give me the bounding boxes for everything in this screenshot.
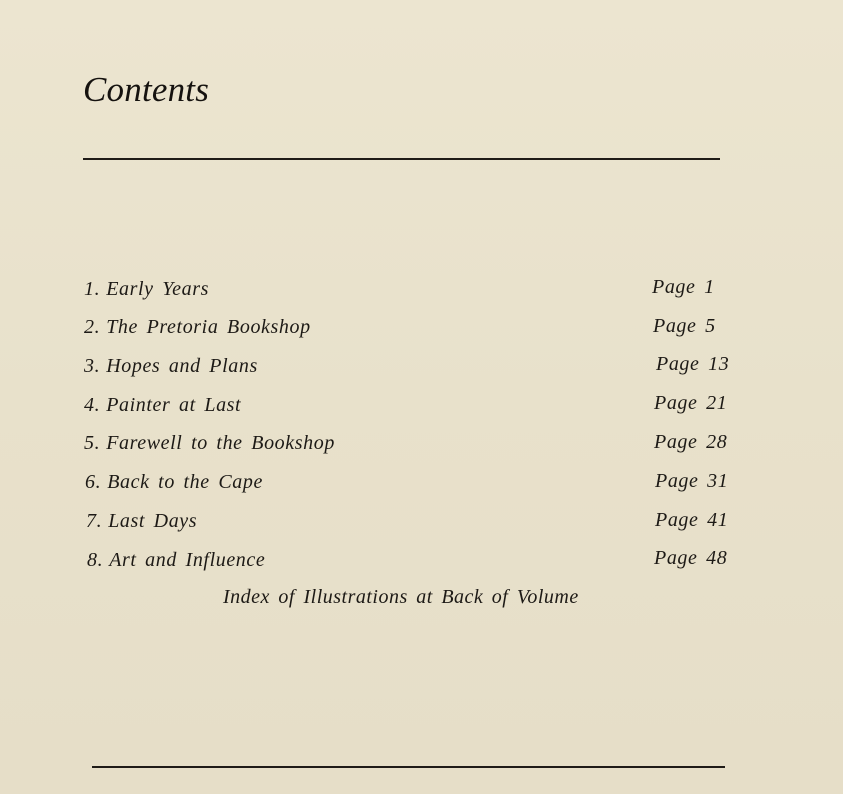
toc-entry-6 [85,471,263,501]
bottom-divider [92,766,725,768]
toc-entry-page-6: Page 31 [655,470,729,492]
top-divider [83,158,720,160]
toc-entry-number: 7. [86,510,103,532]
toc-entry-5 [84,432,335,462]
toc-entry-page-2: Page 5 [653,315,716,337]
toc-entry-number: 4. [84,394,101,416]
index-note: Index of Illustrations at Back of Volume [223,586,579,608]
toc-entry-label: Art and Influence [109,549,266,571]
toc-entry-page-1: Page 1 [652,276,715,298]
toc-entry-number: 8. [87,549,104,571]
toc-entry-page-5: Page 28 [654,431,728,453]
toc-entry-number: 3. [84,355,101,377]
toc-entry-label: Painter at Last [106,394,242,416]
page-title: Contents [83,70,210,109]
toc-entry-number: 1. [84,278,101,300]
toc-entry-page-8: Page 48 [654,547,728,569]
toc-entry-4 [84,394,241,424]
toc-entry-page-3: Page 13 [656,353,730,375]
toc-entry-number: 6. [85,471,102,493]
toc-entry-3 [84,355,258,385]
toc-entry-number: 5. [84,432,101,454]
toc-entry-number: 2. [84,316,101,338]
toc-entry-label: Early Years [106,278,209,300]
toc-entry-8 [87,549,265,579]
toc-entry-label: The Pretoria Bookshop [106,316,311,338]
toc-entry-label: Back to the Cape [107,471,263,493]
toc-entry-label: Last Days [108,510,198,532]
toc-entry-page-7: Page 41 [655,509,729,531]
toc-entry-7 [86,510,197,540]
toc-entry-label: Farewell to the Bookshop [106,432,335,454]
toc-entry-1 [84,278,209,308]
toc-entry-label: Hopes and Plans [106,355,258,377]
toc-entry-page-4: Page 21 [654,392,728,414]
toc-entry-2 [84,316,311,346]
